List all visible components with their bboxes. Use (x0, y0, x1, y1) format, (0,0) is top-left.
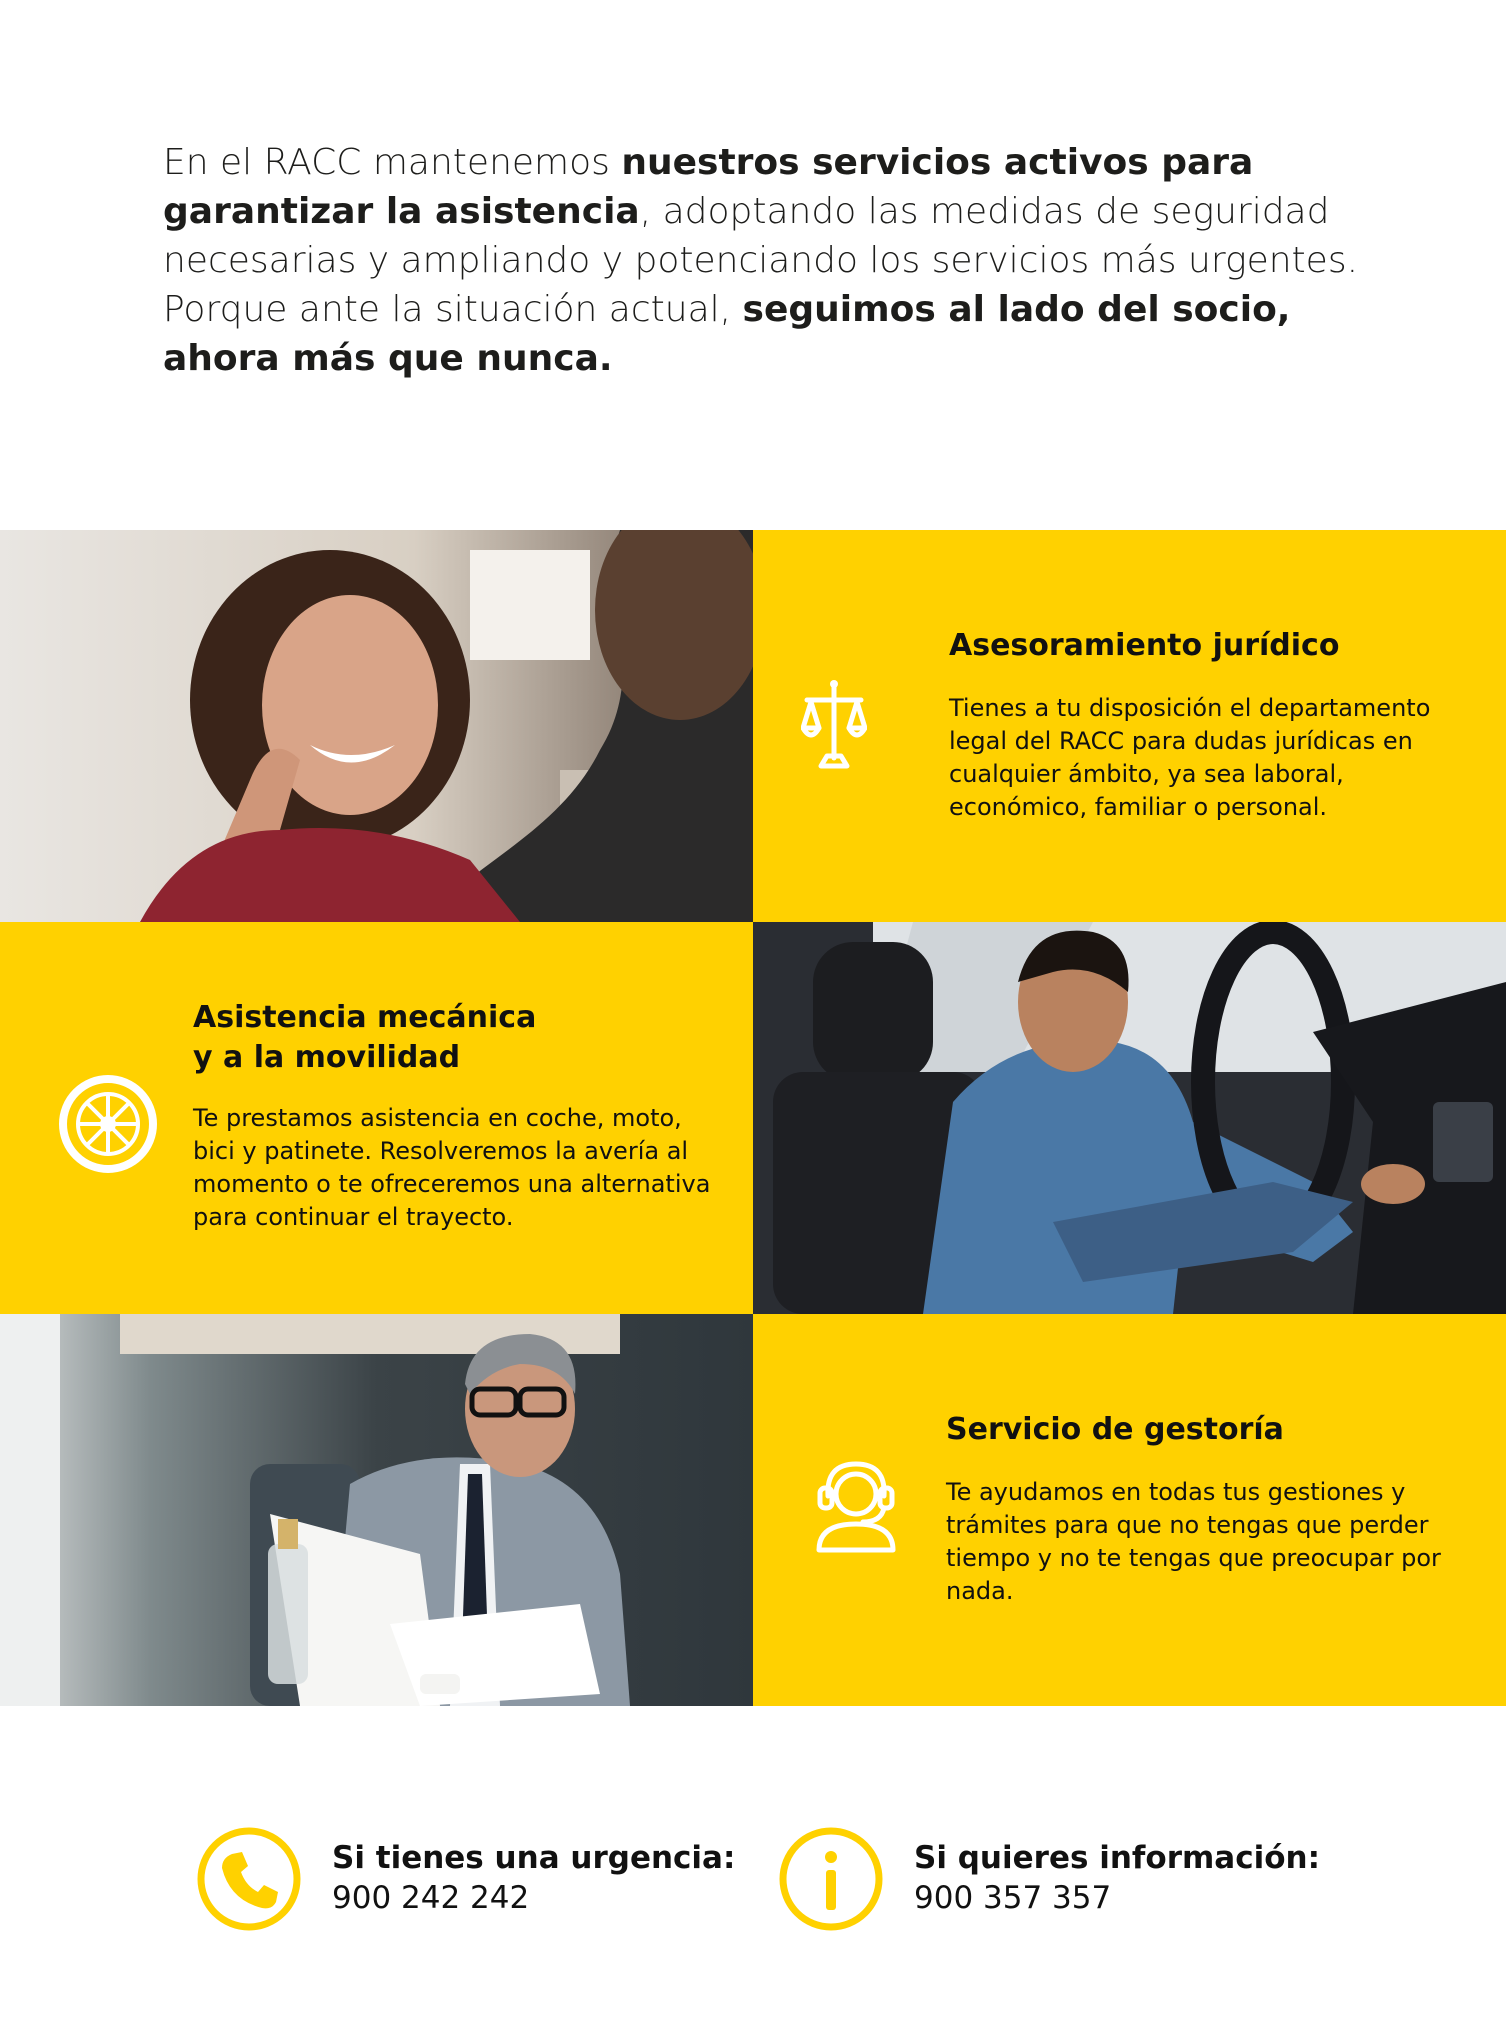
services-grid (0, 530, 1506, 1706)
card-mechanical-assistance (0, 922, 753, 1314)
headset-icon (811, 1458, 901, 1554)
intro-bold-1: nuestros servicios activos para garantizar la asistencia (163, 142, 1254, 232)
intro-text-2: , adoptando las medidas de seguridad necesarias y ampliando y potenciando los servicios más urgentes. Porque ante la situación actual, (163, 191, 1359, 330)
info-icon (778, 1826, 884, 1932)
card-title-line2: y a la movilidad (193, 1040, 461, 1075)
card-description: Tienes a tu disposición el departamento legal del RACC para dudas jurídicas en cualquier ámbito, ya sea laboral, económico, familiar o personal. (949, 694, 1431, 821)
contact-information (778, 1826, 1338, 1936)
card-title: Asesoramiento jurídico (949, 628, 1340, 663)
intro-paragraph (163, 138, 1363, 383)
contact-number[interactable]: 900 357 357 (914, 1880, 1112, 1916)
contact-emergency (196, 1826, 756, 1936)
photo-woman-smiling (0, 530, 753, 922)
contact-number[interactable]: 900 242 242 (332, 1880, 530, 1916)
intro-bold-2: seguimos al lado del socio, ahora más que nunca. (163, 289, 1291, 379)
card-legal-advice (753, 530, 1506, 922)
contact-label: Si tienes una urgencia: (332, 1840, 736, 1876)
phone-icon (196, 1826, 302, 1932)
card-title-line1: Asistencia mecánica (193, 1000, 537, 1035)
intro-text-1: En el RACC mantenemos (163, 142, 622, 183)
scales-icon (801, 678, 867, 774)
wheel-icon (58, 1074, 158, 1174)
card-title: Servicio de gestoría (946, 1412, 1284, 1447)
card-description: Te prestamos asistencia en coche, moto, bici y patinete. Resolveremos la avería al momento o te ofreceremos una alternativa para continuar el trayecto. (193, 1104, 711, 1231)
photo-man-driving (753, 922, 1506, 1314)
card-description: Te ayudamos en todas tus gestiones y trámites para que no tengas que perder tiempo y no te tengas que preocupar por nada. (946, 1478, 1441, 1605)
contact-label: Si quieres información: (914, 1840, 1320, 1876)
card-admin-service (753, 1314, 1506, 1706)
photo-businessman-reading (0, 1314, 753, 1706)
